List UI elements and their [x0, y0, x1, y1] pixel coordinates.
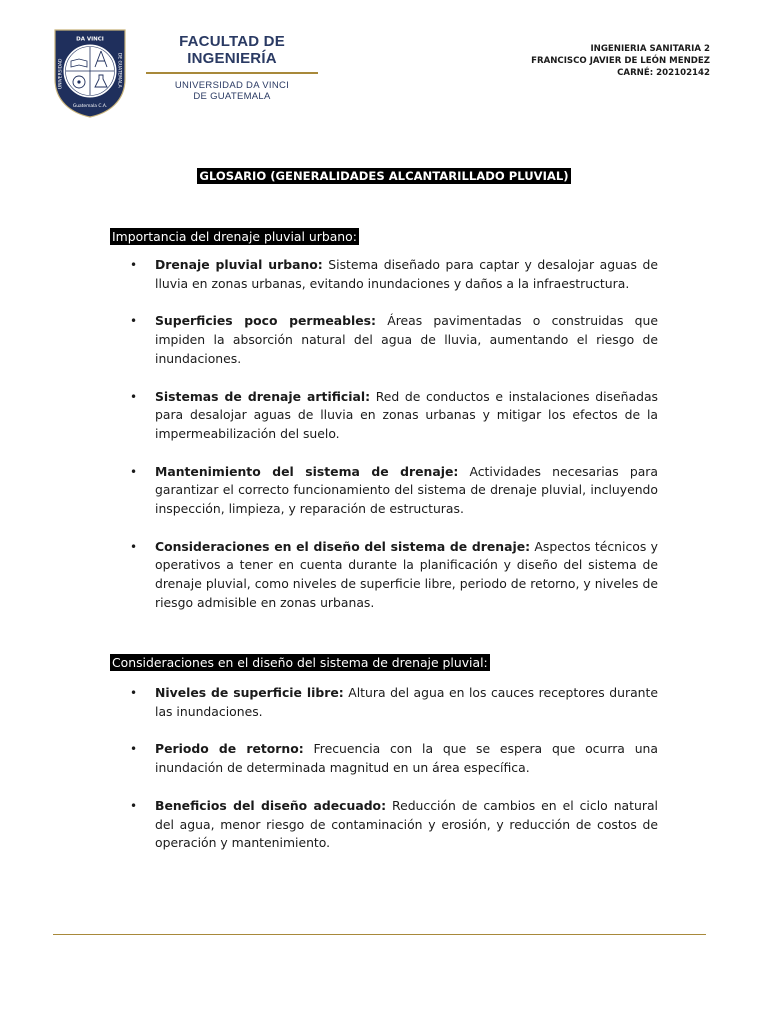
glossary-term: Consideraciones en el diseño del sistema de drenaje: — [155, 538, 531, 554]
section-heading-design: Consideraciones en el diseño del sistema de drenaje pluvial: — [112, 655, 488, 670]
glossary-definition: Sistema diseñado para captar y desalojar aguas de lluvia en zonas urbanas, evitando inundaciones y daños a la infraestructura. — [155, 257, 658, 291]
glossary-term: Sistemas de drenaje artificial: — [155, 388, 371, 404]
university-seal-logo — [51, 27, 129, 119]
bullet-icon: • — [130, 258, 138, 272]
svg-text:DE GUATEMALA: DE GUATEMALA — [116, 53, 122, 88]
glossary-item — [110, 312, 658, 368]
glossary-item — [110, 538, 658, 613]
glossary-item — [110, 684, 658, 721]
glossary-definition: Altura del agua en los cauces receptores durante las inundaciones. — [155, 685, 658, 719]
author-info — [531, 43, 710, 79]
university-name: UNIVERSIDAD DA VINCI DE GUATEMALA — [174, 80, 290, 102]
glossary-item — [110, 388, 658, 444]
glossary-definition: Frecuencia con la que se espera que ocurra una inundación de determinada magnitud en un área específica. — [155, 741, 658, 776]
faculty-title: FACULTAD DE INGENIERÍA — [179, 33, 285, 67]
branding-divider — [146, 72, 318, 74]
glossary-item — [110, 797, 658, 853]
svg-text:DA VINCI: DA VINCI — [76, 36, 104, 43]
faculty-branding — [146, 33, 318, 102]
student-id: CARNÉ: 202102142 — [617, 68, 710, 78]
glossary-item — [110, 256, 658, 293]
glossary-definition: Actividades necesarias para garantizar el correcto funcionamiento del sistema de drenaje pluvial, incluyendo inspección, limpieza, y reparación de estructuras. — [155, 463, 658, 517]
glossary-term: Beneficios del diseño adecuado: — [155, 797, 387, 813]
glossary-definition: Áreas pavimentadas o construidas que impiden la absorción natural del agua de lluvia, aumentando el riesgo de inundaciones. — [155, 313, 658, 366]
glossary-item — [110, 740, 658, 777]
bullet-icon: • — [130, 314, 138, 329]
course-name: INGENIERIA SANITARIA 2 — [590, 44, 710, 54]
bullet-icon: • — [130, 539, 138, 554]
glossary-item — [110, 463, 658, 519]
student-name: FRANCISCO JAVIER DE LEÓN MENDEZ — [531, 56, 710, 66]
document-title: GLOSARIO (GENERALIDADES ALCANTARILLADO PLUVIAL) — [199, 169, 569, 183]
glossary-definition: Aspectos técnicos y operativos a tener en cuenta durante la planificación y diseño del sistema de drenaje pluvial, como niveles de superficie libre, periodo de retorno, y niveles de riesgo admisible en zonas urbanas. — [155, 538, 658, 610]
bullet-icon: • — [130, 686, 138, 700]
footer-divider — [53, 934, 706, 935]
glossary-list-importance — [110, 256, 658, 632]
bullet-icon: • — [130, 798, 138, 813]
svg-text:UNIVERSIDAD: UNIVERSIDAD — [58, 58, 64, 89]
glossary-definition: Red de conductos e instalaciones diseñadas para desalojar aguas de lluvia en zonas urbanas y mitigar los efectos de la impermeabilización del suelo. — [155, 388, 658, 441]
page-header — [0, 0, 768, 130]
glossary-definition: Reducción de cambios en el ciclo natural del agua, menor riesgo de contaminación y erosión, y reducción de costos de operación y mantenimiento. — [155, 797, 658, 851]
section-heading-importance: Importancia del drenaje pluvial urbano: — [112, 229, 357, 244]
bullet-icon: • — [130, 389, 138, 404]
svg-text:Guatemala C.A.: Guatemala C.A. — [72, 104, 108, 109]
glossary-term: Periodo de retorno: — [155, 741, 304, 757]
glossary-term: Mantenimiento del sistema de drenaje: — [155, 463, 459, 479]
glossary-term: Drenaje pluvial urbano: — [155, 257, 323, 272]
bullet-icon: • — [130, 742, 138, 757]
glossary-list-design — [110, 684, 658, 872]
glossary-term: Superficies poco permeables: — [155, 313, 377, 329]
bullet-icon: • — [130, 464, 138, 479]
glossary-term: Niveles de superficie libre: — [155, 685, 344, 700]
